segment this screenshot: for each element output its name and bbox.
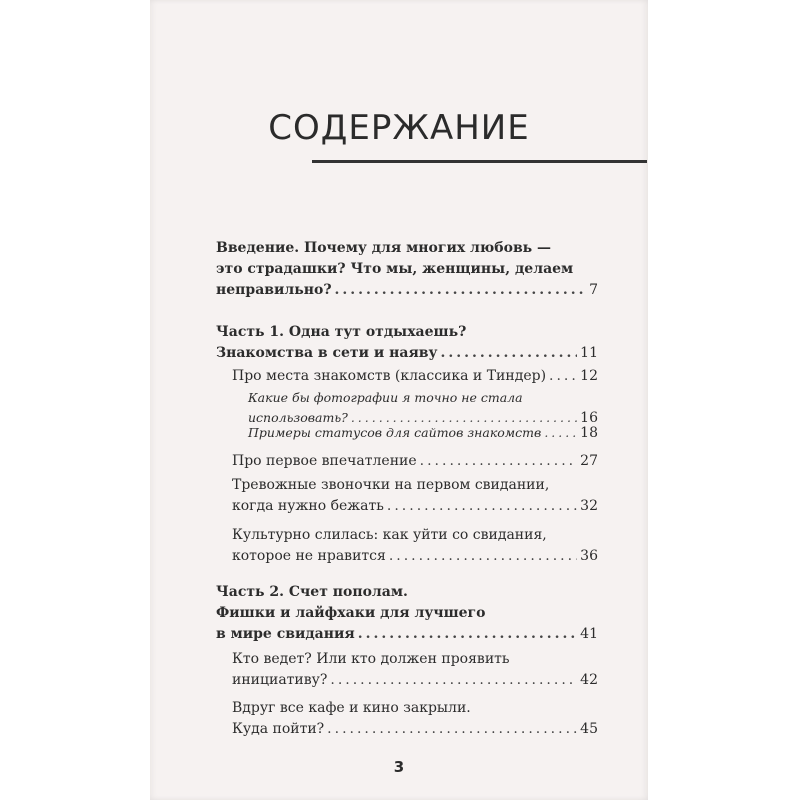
dot-leader — [440, 343, 577, 364]
toc-line-last — [248, 422, 598, 444]
dot-leader — [389, 546, 577, 567]
toc-line: Вдруг все кафе и кино закрыли. — [232, 700, 471, 716]
toc-entry — [232, 475, 598, 517]
toc-line: Какие бы фотографии я точно не стала — [248, 390, 523, 405]
page-title: СОДЕРЖАНИЕ — [268, 108, 530, 148]
toc-page-number: 11 — [580, 345, 598, 361]
toc-entry-intro — [216, 238, 598, 301]
page-number: 3 — [393, 758, 405, 776]
toc-page-number: 16 — [580, 410, 598, 426]
toc-page-number: 36 — [580, 548, 598, 564]
toc-line: инициативу? — [232, 672, 328, 688]
toc-line: Примеры статусов для сайтов знакомств — [248, 425, 542, 440]
toc-page-number: 42 — [580, 672, 598, 688]
toc-entry-part2 — [216, 582, 598, 645]
toc-page-number: 45 — [580, 721, 598, 737]
toc-line-last — [216, 624, 598, 645]
toc-line-last — [232, 546, 598, 567]
toc-line: Часть 1. Одна тут отдыхаешь? — [216, 324, 467, 340]
toc-line: Кто ведет? Или кто должен проявить — [232, 651, 510, 667]
toc-line: Про первое впечатление — [232, 453, 417, 469]
toc-line: неправильно? — [216, 282, 332, 298]
toc-line-last — [232, 670, 598, 691]
toc-line: это страдашки? Что мы, женщины, делаем — [216, 261, 574, 277]
toc-page-number: 32 — [580, 498, 598, 514]
toc-entry — [232, 649, 598, 691]
toc-page-number: 27 — [580, 453, 598, 469]
toc-line-last — [216, 343, 598, 364]
toc-line-last — [232, 719, 598, 740]
toc-line: которое не нравится — [232, 548, 386, 564]
toc-line: Про места знакомств (классика и Тиндер) — [232, 368, 547, 384]
toc-subentry — [248, 422, 598, 444]
toc-line-last — [232, 496, 598, 517]
dot-leader — [420, 451, 578, 472]
dot-leader — [358, 624, 577, 645]
toc-line: когда нужно бежать — [232, 498, 384, 514]
dot-leader — [335, 280, 587, 301]
toc-line: Куда пойти? — [232, 721, 325, 737]
toc-entry — [232, 698, 598, 740]
toc-page-number: 12 — [580, 368, 598, 384]
toc-line: использовать? — [248, 410, 348, 425]
dot-leader — [549, 366, 577, 387]
toc-line: Введение. Почему для многих любовь — — [216, 240, 552, 256]
toc-entry — [232, 525, 598, 567]
dot-leader — [544, 422, 577, 443]
toc-entry — [232, 366, 598, 387]
toc-line-last — [232, 451, 598, 472]
toc-page-number: 41 — [580, 626, 598, 642]
dot-leader — [330, 670, 577, 691]
toc-page-number: 18 — [580, 425, 598, 441]
toc-line: в мире свидания — [216, 626, 355, 642]
dot-leader — [387, 496, 577, 517]
title-underline — [312, 160, 647, 163]
toc-line: Фишки и лайфхаки для лучшего — [216, 605, 486, 621]
toc-line-last — [232, 366, 598, 387]
toc-line-last — [216, 280, 598, 301]
toc-page-number: 7 — [589, 282, 598, 298]
toc-entry — [232, 451, 598, 472]
toc-line: Тревожные звоночки на первом свидании, — [232, 477, 550, 493]
toc-line: Часть 2. Счет пополам. — [216, 584, 408, 600]
dot-leader — [327, 719, 577, 740]
toc-entry-part1 — [216, 322, 598, 364]
toc-line: Культурно слилась: как уйти со свидания, — [232, 527, 547, 543]
toc-line: Знакомства в сети и наяву — [216, 345, 438, 361]
